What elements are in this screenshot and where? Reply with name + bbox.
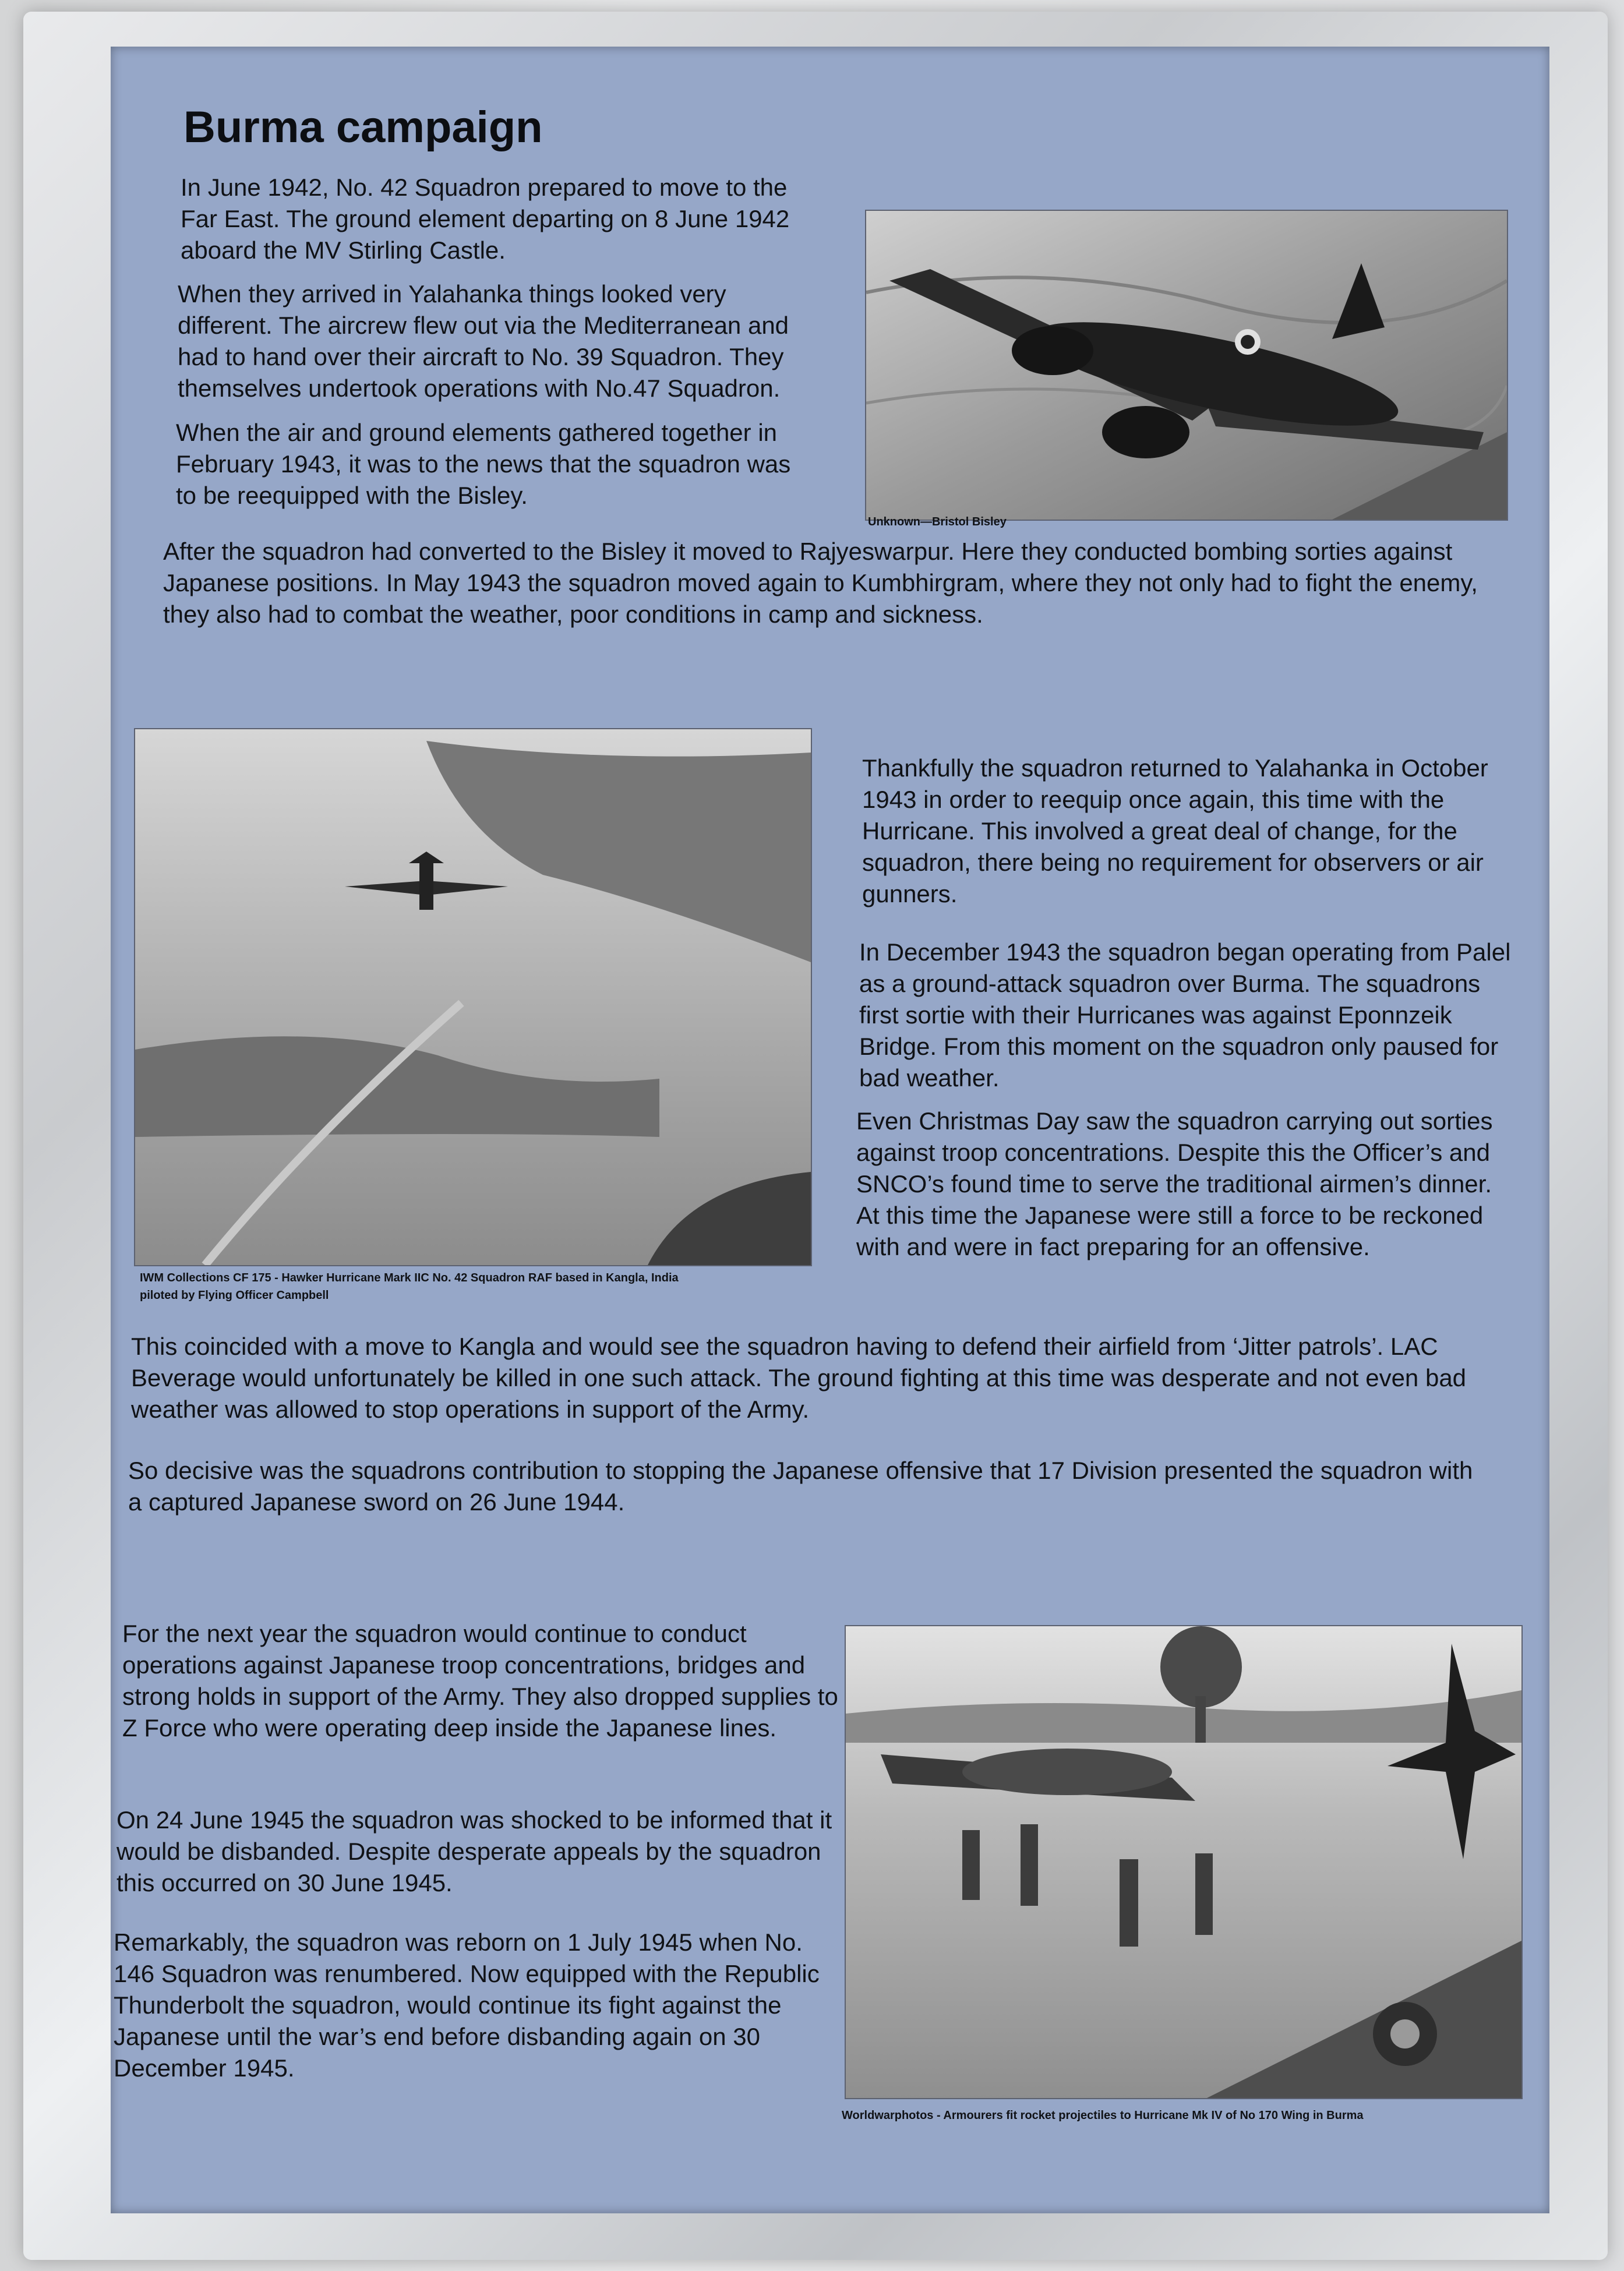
poster-title: Burma campaign: [183, 103, 543, 152]
paragraph-rajyeswarpur: After the squadron had converted to the Bisley it moved to Rajyeswarpur. Here they conducted bombing sorties against Japanese positions. In May 1943 the squadron moved again to Kumbhirgram, where they not only had to fight the enemy, they also had to combat the weather, poor conditions in camp and sickness.: [163, 538, 1478, 628]
caption-hurricane-line2: piloted by Flying Officer Campbell: [140, 1289, 329, 1302]
paragraph-captured-sword: So decisive was the squadrons contribution to stopping the Japanese offensive that 17 Division presented the squadron with a captured Japanese sword on 26 June 1944.: [128, 1457, 1473, 1516]
paragraph-kangla-move: This coincided with a move to Kangla and would see the squadron having to defend their airfield from ‘Jitter patrols’. LAC Beverage would unfortunately be killed in one such attack. The ground fighting at this time was desperate and not even bad weather was allowed to stop operations in support of the Army.: [131, 1333, 1467, 1423]
paragraph-reborn: Remarkably, the squadron was reborn on 1 July 1945 when No. 146 Squadron was renumbered. Now equipped with the Republic Thunderbolt the squadron, would continue its fight against the Japanese until the war’s end before disbanding again on 30 December 1945.: [114, 1929, 820, 2082]
paragraph-bisley-news: When the air and ground elements gathered together in February 1943, it was to the news that the squadron was to be reequipped with the Bisley.: [176, 419, 791, 509]
photo-bristol-bisley: [865, 210, 1508, 521]
paragraph-departure: In June 1942, No. 42 Squadron prepared to move to the Far East. The ground element departing on 8 June 1942 aboard the MV Stirling Castle.: [181, 174, 790, 264]
caption-armourers: Worldwarphotos - Armourers fit rocket projectiles to Hurricane Mk IV of No 170 Wing in Burma: [842, 2109, 1364, 2122]
information-poster: [111, 47, 1549, 2213]
paragraph-palel-operations: In December 1943 the squadron began operating from Palel as a ground-attack squadron over Burma. The squadrons first sortie with their Hurricanes was against Eponnzeik Bridge. From this moment on the squadron only paused for bad weather.: [859, 938, 1511, 1092]
armourers-rocket-image: [846, 1626, 1521, 2098]
hurricane-flight-image: [135, 729, 811, 1265]
caption-hurricane-line1: IWM Collections CF 175 - Hawker Hurricane Mark IIC No. 42 Squadron RAF based in Kangla, India: [140, 1272, 679, 1284]
paragraph-next-year: For the next year the squadron would continue to conduct operations against Japanese troop concentrations, bridges and strong holds in support of the Army. They also dropped supplies to Z Force who were operating deep inside the Japanese lines.: [122, 1620, 838, 1742]
photo-armourers: [845, 1625, 1523, 2099]
caption-bisley: Unknown—Bristol Bisley: [868, 515, 1007, 528]
paragraph-hurricane-reequip: Thankfully the squadron returned to Yalahanka in October 1943 in order to reequip once again, this time with the Hurricane. This involved a great deal of change, for the squadron, there being no requirement for observers or air gunners.: [862, 754, 1488, 907]
paragraph-yalahanka-arrival: When they arrived in Yalahanka things looked very different. The aircrew flew out via the Mediterranean and had to hand over their aircraft to No. 39 Squadron. They themselves undertook operations with No.47 Squadron.: [178, 280, 789, 402]
paragraph-christmas-day: Even Christmas Day saw the squadron carrying out sorties against troop concentrations. Despite this the Officer’s and SNCO’s found time to serve the traditional airmen’s dinner. At this time the Japanese were still a force to be reckoned with and were in fact preparing for an offensive.: [856, 1107, 1493, 1260]
photo-hurricane-kangla: [134, 728, 812, 1266]
bisley-aircraft-image: [866, 211, 1507, 520]
paragraph-disbanded: On 24 June 1945 the squadron was shocked to be informed that it would be disbanded. Despite desperate appeals by the squadron this occurred on 30 June 1945.: [116, 1806, 832, 1896]
